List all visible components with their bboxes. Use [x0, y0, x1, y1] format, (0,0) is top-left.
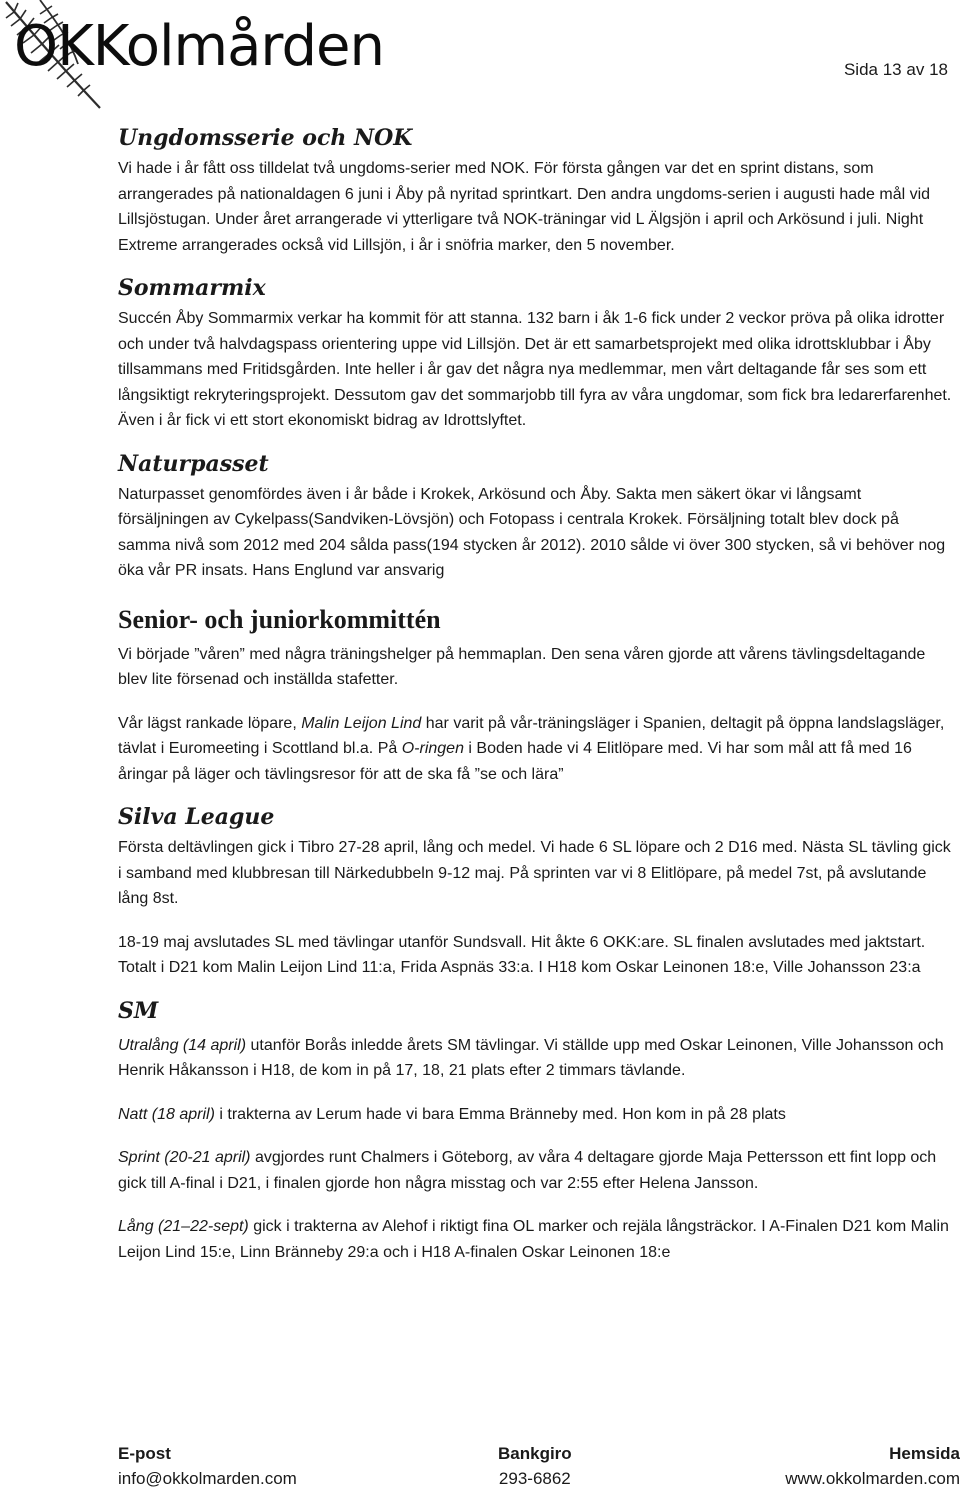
document-body	[118, 124, 954, 1265]
paragraph-sm-sprint: Sprint (20-21 april) avgjordes runt Chalmers i Göteborg, av våra 4 deltagare gjorde Maja Pettersson ett fint lopp och gick till A-final i D21, i finalen gjorde hon några misstag och var 2:55 efter Helena Jansson.	[118, 1149, 937, 1192]
footer-hemsida	[785, 1442, 960, 1492]
heading-senior-junior: Senior- och juniorkommittén	[118, 604, 441, 634]
paragraph-sm-lang: Lång (21–22-sept) gick i trakterna av Alehof i riktigt fina OL marker och rejäla långsträckor. I A-Finalen D21 kom Malin Leijon Lind 15:e, Linn Bränneby 29:a och i H18 A-finalen Oskar Leinonen 18:e	[118, 1218, 949, 1261]
paragraph-sm-natt: Natt (18 april) i trakterna av Lerum hade vi bara Emma Bränneby med. Hon kom in på 28 plats	[118, 1105, 786, 1123]
paragraph-silva-2: 18-19 maj avslutades SL med tävlingar utanför Sundsvall. Hit åkte 6 OKK:are. SL finalen avslutades med jaktstart. Totalt i D21 kom Malin Leijon Lind 11:a, Frida Aspnäs 33:a. I H18 kom Oskar Leinonen 18:e, Ville Johansson 23:a	[118, 933, 926, 976]
paragraph-senior-1: Vi började ”våren” med några träningshelger på hemmaplan. Den sena våren gjorde att vårens tävlingsdeltagande blev lite försenad och inställda stafetter.	[118, 645, 926, 688]
paragraph-sommarmix: Succén Åby Sommarmix verkar ha kommit för att stanna. 132 barn i åk 1-6 fick under 2 veckor pröva på olika idrotter och under två halvdagspass orientering uppe vid Lillsjön. Det är ett samarbetsprojekt med olika idrottsklubbar i Åby tillsammans med Fritidsgården. Inte heller i år gav det några nya medlemmar, men vårt deltagande får ses som ett långsiktigt rekryteringsprojekt. Dessutom gav det sommarjobb till fyra av våra ungdomar, som fick bra ledarerfarenhet. Även i år fick vi ett stort ekonomiskt bidrag av Idrottslyftet.	[118, 310, 952, 429]
paragraph-ungdomsserie: Vi hade i år fått oss tilldelat två ungdoms-serier med NOK. För första gången var det en sprint distans, som arrangerades på nationaldagen 6 juni i Åby på nyritad sprintkart. Den andra ungdoms-serien i augusti hade mål vid Lillsjöstugan. Under året arrangerade vi ytterligare två NOK-träningar vid L Älgsjön i april och Arkösund i juli. Night Extreme arrangerades också vid Lillsjön, i år i snöfria marker, den 5 november.	[118, 160, 931, 254]
footer-epost-label: E-post	[118, 1444, 171, 1463]
footer-bankgiro	[498, 1442, 572, 1492]
paragraph-naturpasset: Naturpasset genomfördes även i år både i Krokek, Arkösund och Åby. Sakta men säkert ökar vi långsamt försäljningen av Cykelpass(Sandviken-Lövsjön) och Fotopass i centrala Krokek. Försäljning totalt blev dock på samma nivå som 2012 med 204 sålda pass(194 stycken år 2012). 2010 sålde vi över 300 stycken, så vi behöver nog öka vår PR insats. Hans Englund var ansvarig	[118, 485, 946, 579]
footer-epost-value[interactable]: info@okkolmarden.com	[118, 1469, 297, 1488]
paragraph-silva-1: Första deltävlingen gick i Tibro 27-28 april, lång och medel. Vi hade 6 SL löpare och 2 D16 med. Nästa SL tävling gick i samband med klubbresan till Närkedubbeln 9-12 maj. På sprinten var vi 8 Elitlöpare, på medel 7st, på avslutande lång 8st.	[118, 839, 951, 907]
club-logo-text: OKKolmården	[14, 14, 384, 79]
heading-sommarmix: Sommarmix	[118, 275, 266, 301]
heading-ungdomsserie: Ungdomsserie och NOK	[118, 125, 413, 151]
page-footer	[118, 1442, 960, 1492]
paragraph-sm-utralang: Utralång (14 april) utanför Borås inledde årets SM tävlingar. Vi ställde upp med Oskar Leinonen, Ville Johansson och Henrik Håkansson i H18, de kom in på 17, 18, 21 plats efter 2 timmars tävlande.	[118, 1036, 944, 1079]
page-number: Sida 13 av 18	[843, 60, 948, 79]
paragraph-senior-2: Vår lägst rankade löpare, Malin Leijon Lind har varit på vår-träningsläger i Spanien, deltagit på öppna landslagsläger, tävlat i Euromeeting i Scottland bl.a. På O-ringen i Boden hade vi 4 Elitlöpare med. Vi har som mål att få med 16 åringar på läger och tävlingsresor för att de ska få ”se och lära”	[118, 714, 945, 783]
footer-bankgiro-value: 293-6862	[498, 1469, 571, 1488]
heading-sm: SM	[118, 997, 159, 1024]
footer-epost	[118, 1442, 297, 1492]
page-header	[0, 0, 960, 115]
footer-hemsida-value[interactable]: www.okkolmarden.com	[785, 1469, 960, 1488]
heading-silva-league: Silva League	[118, 804, 275, 830]
footer-bankgiro-label: Bankgiro	[498, 1444, 572, 1463]
footer-hemsida-label: Hemsida	[889, 1444, 960, 1463]
heading-naturpasset: Naturpasset	[118, 450, 269, 477]
